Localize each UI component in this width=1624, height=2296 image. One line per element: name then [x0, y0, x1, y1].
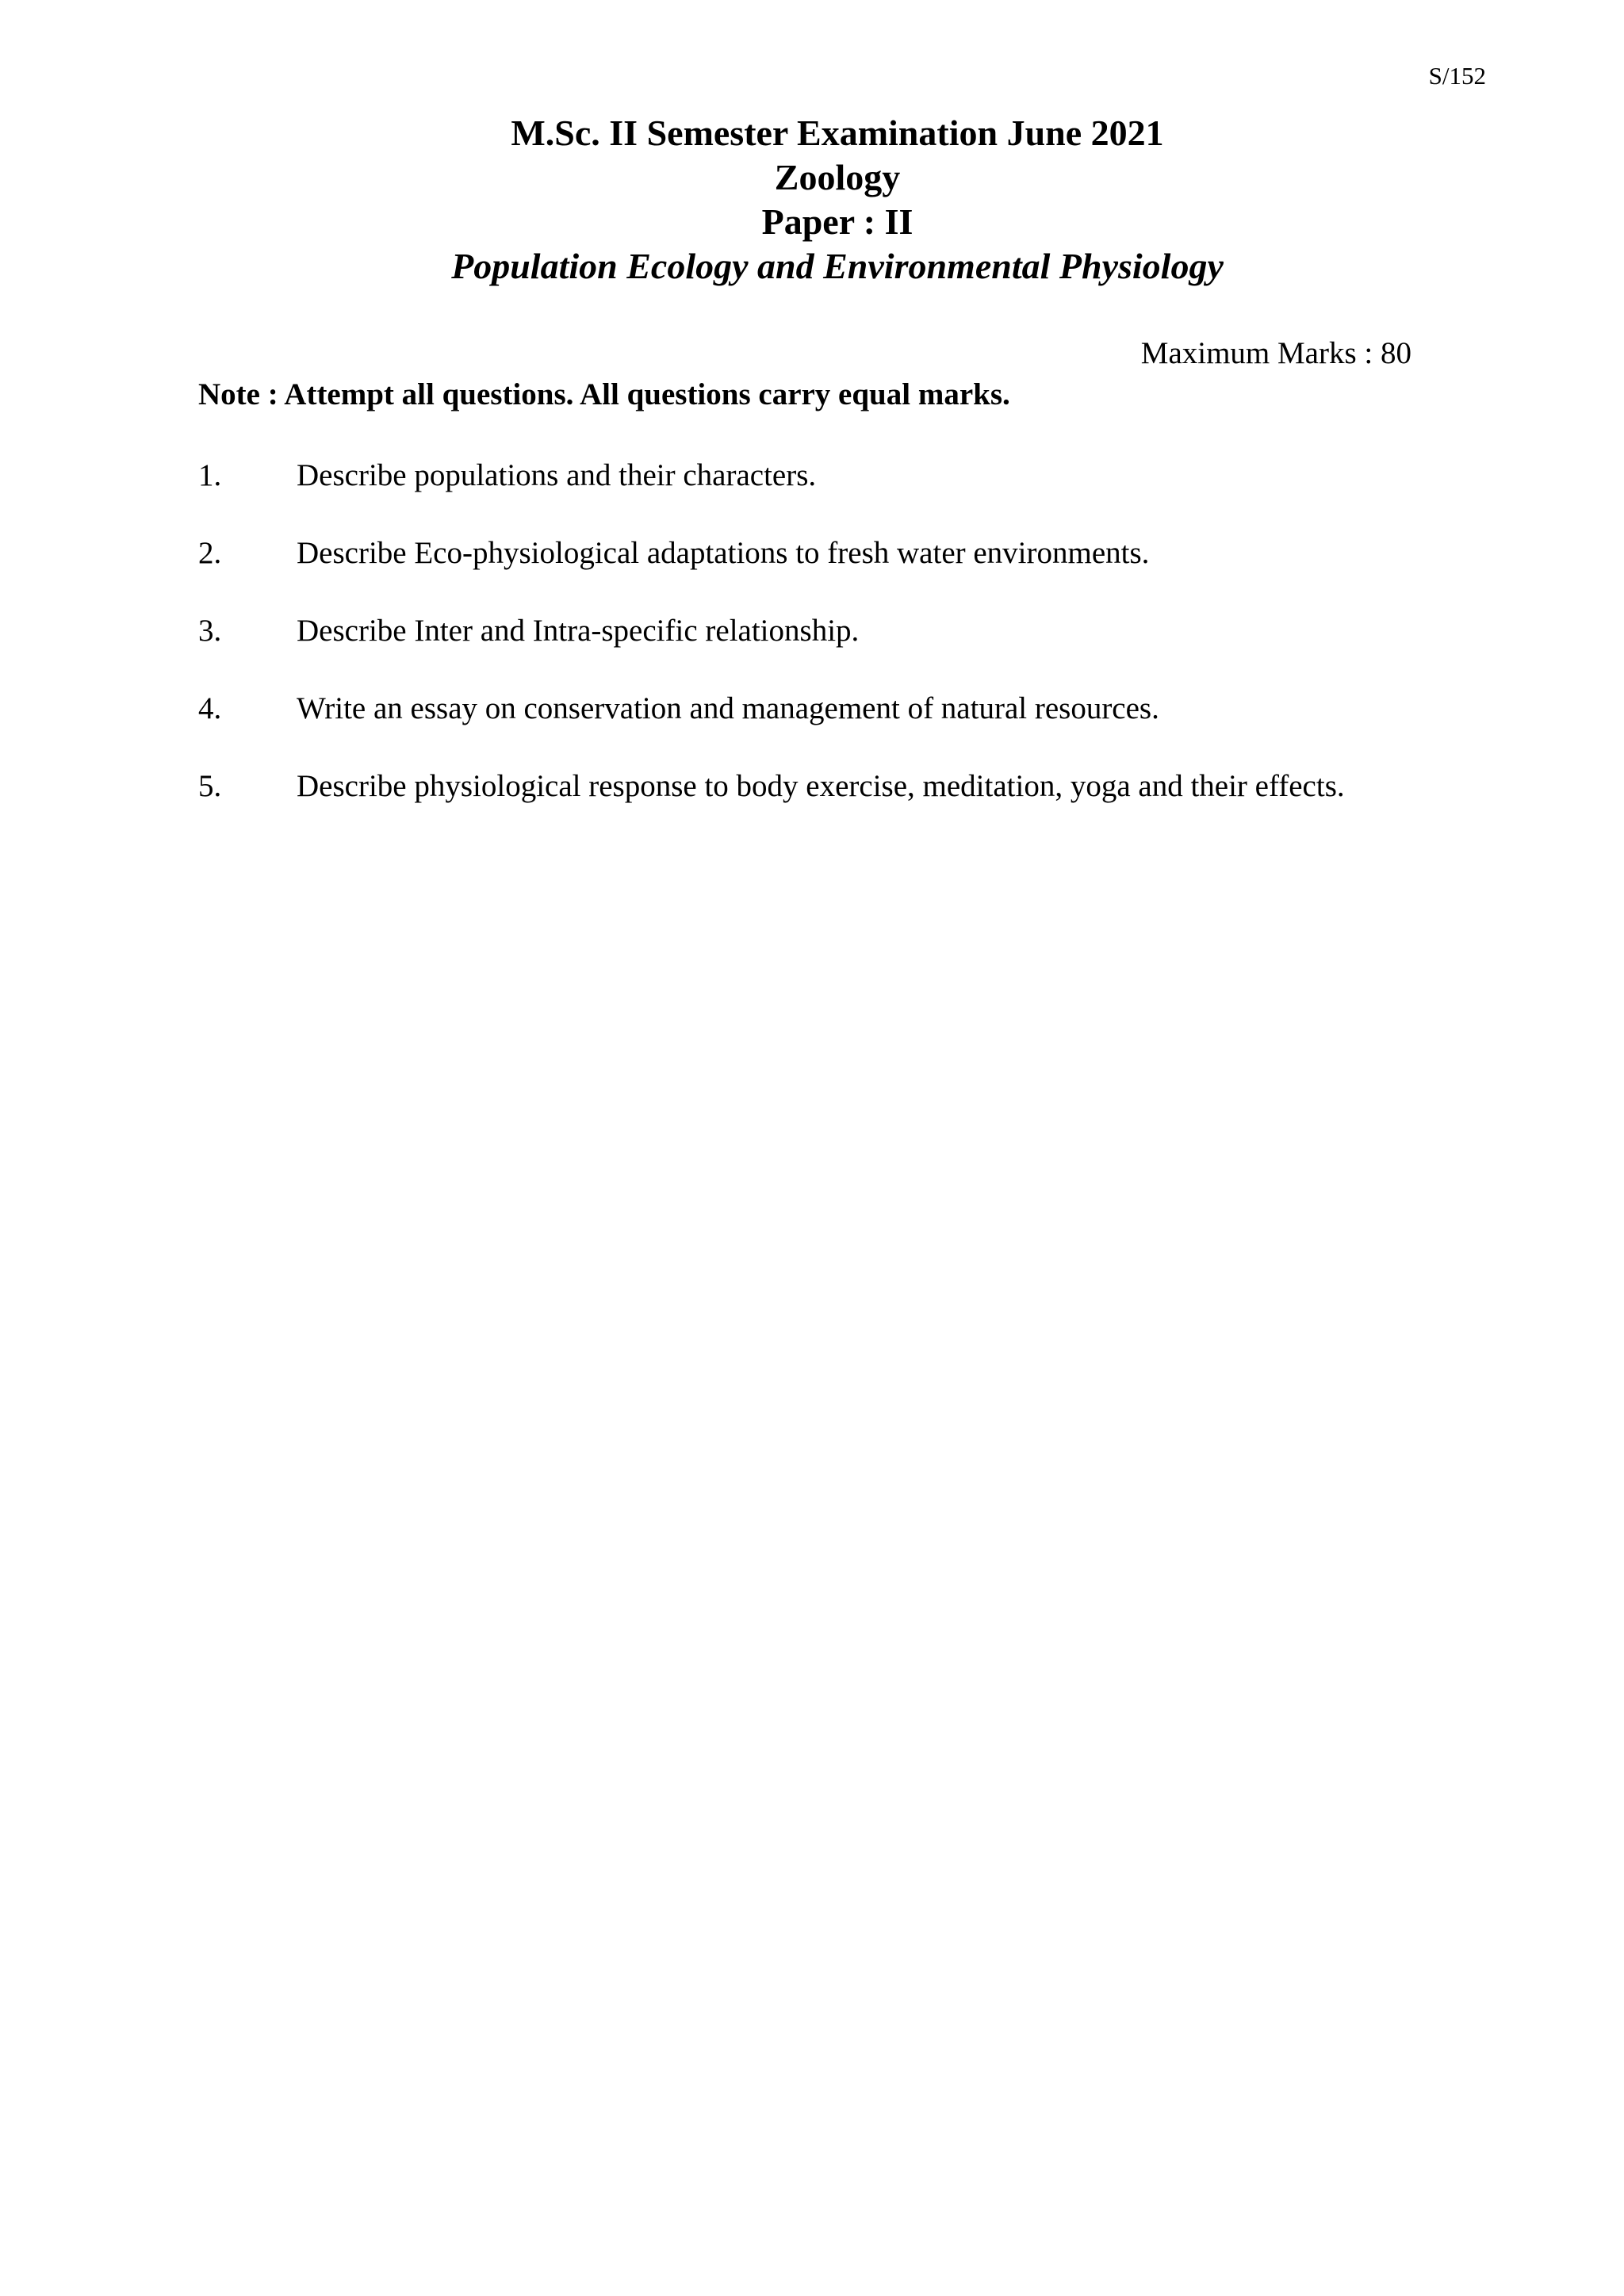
- question-number: 3.: [198, 614, 222, 648]
- question-number: 5.: [198, 769, 222, 803]
- question-text: Describe Eco-physiological adaptations to fresh water environments.: [297, 536, 1150, 570]
- paper-code: S/152: [1428, 62, 1486, 90]
- question-text: Describe physiological response to body exercise, meditation, yoga and their effects.: [297, 769, 1345, 803]
- exam-header: [0, 111, 1624, 289]
- question-text: Describe Inter and Intra-specific relationship.: [297, 614, 860, 648]
- paper-number: Paper : II: [761, 201, 914, 242]
- subject-name: Zoology: [774, 157, 901, 197]
- question-list: [198, 460, 1467, 848]
- paper-title: Population Ecology and Environmental Physiology: [451, 246, 1224, 286]
- exam-title: M.Sc. II Semester Examination June 2021: [511, 113, 1164, 153]
- question-item: [198, 771, 1467, 848]
- maximum-marks: Maximum Marks : 80: [1140, 336, 1411, 370]
- question-number: 4.: [198, 691, 222, 725]
- question-number: 2.: [198, 536, 222, 570]
- question-text: Write an essay on conservation and management of natural resources.: [297, 691, 1159, 725]
- question-text: Describe populations and their characters.: [297, 458, 817, 492]
- question-item: [198, 615, 1467, 693]
- question-item: [198, 538, 1467, 615]
- question-item: [198, 693, 1467, 771]
- instructions-note: Note : Attempt all questions. All questions carry equal marks.: [198, 377, 1010, 411]
- question-number: 1.: [198, 458, 222, 492]
- question-item: [198, 460, 1467, 538]
